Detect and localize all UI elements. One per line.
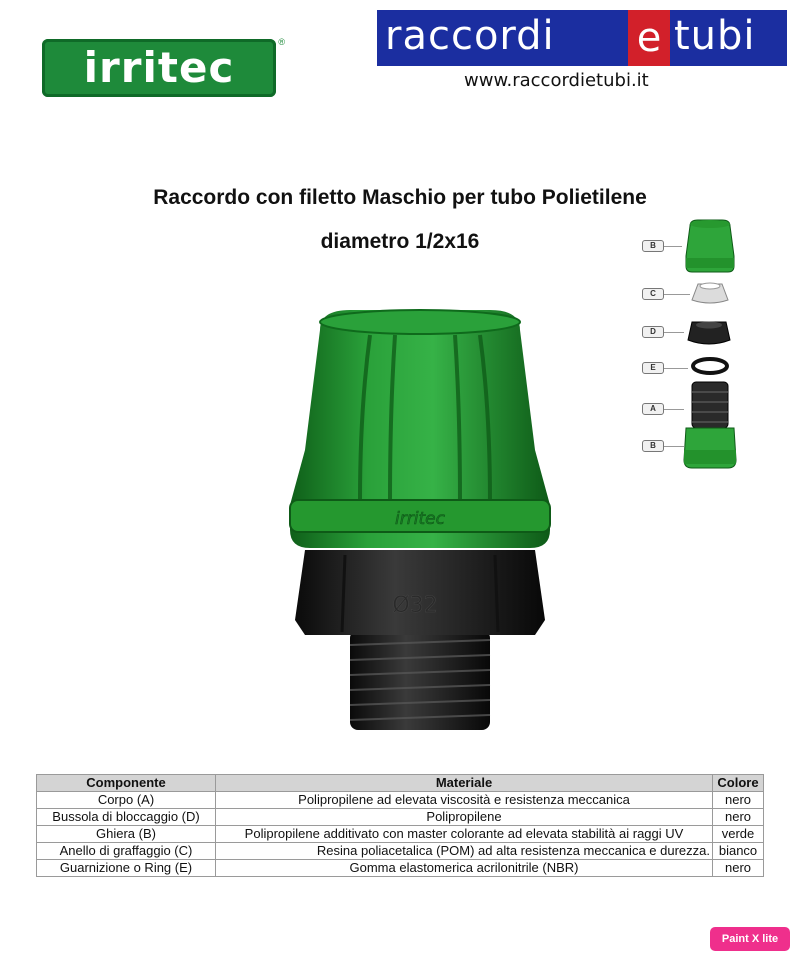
cell-componente: Anello di graffaggio (C) (37, 843, 216, 860)
cell-componente: Guarnizione o Ring (E) (37, 860, 216, 877)
cell-materiale: Polipropilene ad elevata viscosità e resistenza meccanica (216, 792, 713, 809)
part-e-oring-icon (690, 356, 730, 376)
cell-materiale: Polipropilene (216, 809, 713, 826)
leader-line (664, 294, 690, 295)
leader-line (664, 446, 684, 447)
website-url[interactable]: www.raccordietubi.it (464, 70, 649, 91)
registered-mark-icon: ® (278, 37, 285, 47)
leader-line (664, 332, 684, 333)
part-c-ring-icon (690, 280, 730, 306)
table-row (37, 792, 764, 809)
raccordietubi-logo (377, 10, 787, 66)
part-label: E (642, 362, 664, 374)
cell-colore: bianco (713, 843, 764, 860)
part-label: B (642, 240, 664, 252)
leader-line (664, 368, 688, 369)
body-diameter-marking: Ø32 (392, 593, 438, 618)
irritec-logo-text: irritec (83, 43, 235, 92)
cell-colore: verde (713, 826, 764, 843)
paint-x-lite-badge: Paint X lite (710, 927, 790, 951)
header-materiale: Materiale (216, 775, 713, 792)
part-a-body-icon (682, 380, 738, 470)
cap-brand-marking: irritec (395, 509, 445, 529)
part-label: B (642, 440, 664, 452)
part-b-cap-icon (680, 218, 740, 274)
header-colore: Colore (713, 775, 764, 792)
cell-componente: Ghiera (B) (37, 826, 216, 843)
table-row (37, 809, 764, 826)
part-label: C (642, 288, 664, 300)
product-title: Raccordo con filetto Maschio per tubo Polietilene (153, 186, 647, 209)
logo-word-tubi: tubi (674, 13, 756, 59)
cell-materiale: Polipropilene additivato con master colorante ad elevata stabilità ai raggi UV (216, 826, 713, 843)
logo-letter-e: e (628, 10, 670, 66)
cell-materiale: Gomma elastomerica acrilonitrile (NBR) (216, 860, 713, 877)
irritec-logo (42, 37, 285, 97)
cell-materiale: Resina poliacetalica (POM) ad alta resistenza meccanica e durezza. (216, 843, 713, 860)
leader-line (664, 409, 684, 410)
table-row (37, 860, 764, 877)
table-row (37, 843, 764, 860)
fitting-product-image (250, 300, 590, 740)
cell-colore: nero (713, 809, 764, 826)
part-label: D (642, 326, 664, 338)
table-header-row (37, 775, 764, 792)
cell-componente: Bussola di bloccaggio (D) (37, 809, 216, 826)
cell-componente: Corpo (A) (37, 792, 216, 809)
logo-word-raccordi: raccordi (385, 13, 555, 59)
product-subtitle: diametro 1/2x16 (320, 230, 480, 253)
part-d-bush-icon (686, 318, 732, 348)
cell-colore: nero (713, 792, 764, 809)
part-label: A (642, 403, 664, 415)
cell-colore: nero (713, 860, 764, 877)
male-thread (350, 630, 490, 730)
green-cap (290, 310, 550, 548)
table-row (37, 826, 764, 843)
black-body (295, 550, 545, 635)
header-componente: Componente (37, 775, 216, 792)
spec-table (36, 774, 764, 877)
